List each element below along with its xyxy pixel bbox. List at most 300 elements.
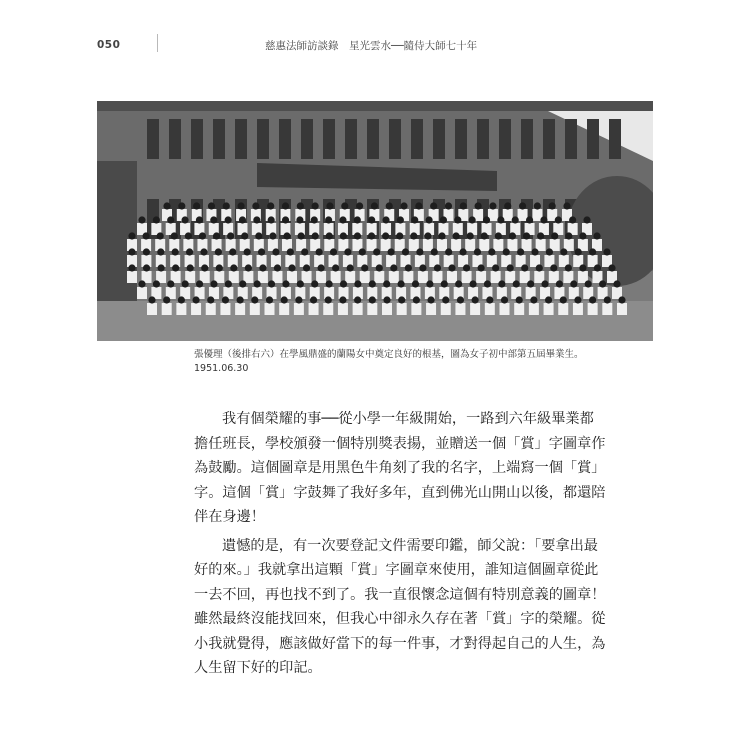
student-head [445,202,452,209]
student-head [382,232,389,239]
student-head [585,280,592,287]
student-head [483,216,490,223]
student-head [467,232,474,239]
student-head [397,280,404,287]
student-shirt [382,303,392,315]
student-shirt [309,303,319,315]
window [279,119,291,159]
student-shirt [127,271,137,283]
student-head [288,264,295,271]
student-head [354,280,361,287]
student-head [416,248,423,255]
book-title: 慈惠法師訪談錄 星光雲水──隨侍大師七十年 [265,39,478,52]
student-head [281,296,288,303]
student-head [523,232,530,239]
student-head [475,202,482,209]
student-head [208,202,215,209]
student-shirt [451,239,461,251]
student-head [354,296,361,303]
student-head [565,264,572,271]
student-head [200,248,207,255]
student-head [454,216,461,223]
student-head [295,296,302,303]
student-shirt [476,271,486,283]
student-head [579,232,586,239]
student-head [583,216,590,223]
text-line: 雖然最終沒能找回來，但我心中卻永久存在著「賞」字的榮耀。從 [194,611,606,627]
student-shirt [491,271,501,283]
student-head [339,216,346,223]
student-shirt [353,303,363,315]
group-photo-image [97,101,653,341]
student-head [537,232,544,239]
student-head [311,216,318,223]
student-shirt [426,303,436,315]
caption-line-1: 張優理（後排右六）在學風鼎盛的蘭陽女中奠定良好的根基，圖為女子初中部第五屆畢業生。 [194,349,584,360]
student-head [469,216,476,223]
student-head [521,264,528,271]
student-head [589,248,596,255]
student-head [472,296,479,303]
student-head [128,232,135,239]
student-head [398,296,405,303]
student-head [501,296,508,303]
text-line: 字。這個「賞」字鼓舞了我好多年，直到佛光山開山以後，都還陪 [194,484,606,501]
student-head [317,264,324,271]
text-line: 我有個榮耀的事──從小學一年級開始，一路到六年級畢業都 [222,411,594,427]
caption-date: 1951.06.30 [194,363,249,374]
student-head [312,202,319,209]
student-shirt [323,303,333,315]
window [389,119,401,159]
student-shirt [409,239,419,251]
student-head [213,232,220,239]
student-head [287,248,294,255]
student-head [354,216,361,223]
student-head [192,296,199,303]
student-head [157,248,164,255]
student-head [517,248,524,255]
student-head [222,296,229,303]
student-head [225,216,232,223]
student-head [252,202,259,209]
student-shirt [423,239,433,251]
student-shirt [505,271,515,283]
student-head [488,248,495,255]
student-head [255,232,262,239]
student-head [556,280,563,287]
student-head [459,248,466,255]
student-head [402,248,409,255]
student-head [239,280,246,287]
student-head [507,264,514,271]
student-head [530,296,537,303]
student-head [513,280,520,287]
window [301,119,313,159]
student-head [251,296,258,303]
student-head [210,216,217,223]
text-line: 人生留下好的印記。 [194,660,322,676]
student-shirt [479,239,489,251]
student-head [354,232,361,239]
student-head [244,248,251,255]
student-shirt [360,271,370,283]
student-head [230,264,237,271]
student-head [484,280,491,287]
student-head [519,202,526,209]
student-head [410,232,417,239]
student-shirt [617,303,627,315]
student-head [138,216,145,223]
student-shirt [518,209,528,221]
student-head [540,216,547,223]
student-head [282,216,289,223]
student-shirt [588,303,598,315]
student-head [618,296,625,303]
window [367,119,379,159]
student-head [486,296,493,303]
student-head [541,280,548,287]
student-shirt [437,239,447,251]
photo-caption [194,348,614,376]
student-head [341,202,348,209]
student-head [245,264,252,271]
text-line: 遺憾的是，有一次要登記文件需要印鑑，師父說：「要拿出最 [222,537,598,554]
student-shirt [374,271,384,283]
student-shirt [493,239,503,251]
window [543,119,555,159]
text-line: 擔任班長，學校頒發一個特別獎表揚，並贈送一個「賞」字圖章作 [194,435,606,452]
student-head [187,264,194,271]
student-shirt [602,303,612,315]
student-head [356,202,363,209]
student-head [574,296,581,303]
window [565,119,577,159]
student-head [172,264,179,271]
student-head [593,232,600,239]
student-head [460,202,467,209]
student-head [182,280,189,287]
student-head [438,232,445,239]
student-shirt [137,287,147,299]
student-head [497,216,504,223]
student-shirt [403,271,413,283]
window [411,119,423,159]
student-shirt [265,303,275,315]
student-head [594,264,601,271]
student-head [457,296,464,303]
student-head [237,296,244,303]
student-shirt [176,303,186,315]
student-head [272,248,279,255]
student-head [325,296,332,303]
student-head [545,296,552,303]
student-shirt [345,271,355,283]
student-head [509,232,516,239]
student-head [589,296,596,303]
window [191,119,203,159]
student-head [330,248,337,255]
page-number: 050 [97,39,121,51]
student-head [241,232,248,239]
student-head [297,202,304,209]
student-head [411,216,418,223]
student-head [569,216,576,223]
student-head [254,280,261,287]
student-head [143,248,150,255]
student-head [148,296,155,303]
student-head [603,248,610,255]
student-head [185,232,192,239]
student-shirt [558,303,568,315]
student-shirt [279,303,289,315]
student-head [425,216,432,223]
student-head [181,216,188,223]
student-head [157,264,164,271]
text-line: 好的來。」我就拿出這顆「賞」字圖章來使用，誰知這個圖章從此 [194,562,599,578]
student-head [201,264,208,271]
student-head [565,232,572,239]
student-head [229,248,236,255]
student-head [347,264,354,271]
student-shirt [220,303,230,315]
student-head [215,248,222,255]
student-head [424,232,431,239]
student-head [340,280,347,287]
student-head [531,248,538,255]
student-head [128,248,135,255]
student-head [303,264,310,271]
student-shirt [520,271,530,283]
student-head [383,280,390,287]
text-line: 一去不回，再也找不到了。我一直很懷念這個有特別意義的圖章！ [194,586,606,603]
student-head [555,216,562,223]
student-head [396,232,403,239]
student-head [431,248,438,255]
window [609,119,621,159]
student-head [361,264,368,271]
header-divider [157,34,158,52]
student-head [153,280,160,287]
student-head [427,296,434,303]
student-head [142,232,149,239]
student-head [526,216,533,223]
student-shirt [316,271,326,283]
student-head [128,264,135,271]
student-head [325,216,332,223]
student-shirt [544,303,554,315]
student-head [153,216,160,223]
student-head [469,280,476,287]
window [499,119,511,159]
student-head [227,232,234,239]
student-shirt [302,271,312,283]
student-head [163,202,170,209]
student-head [441,280,448,287]
student-head [419,264,426,271]
student-head [339,296,346,303]
student-shirt [470,303,480,315]
window [345,119,357,159]
student-shirt [418,271,428,283]
student-head [359,248,366,255]
student-head [369,296,376,303]
student-head [536,264,543,271]
student-head [445,248,452,255]
student-head [412,280,419,287]
student-head [258,248,265,255]
student-shirt [411,303,421,315]
student-head [516,296,523,303]
student-head [196,280,203,287]
student-head [455,280,462,287]
student-shirt [338,303,348,315]
student-shirt [485,303,495,315]
student-shirt [331,271,341,283]
student-head [549,202,556,209]
student-head [415,202,422,209]
student-head [296,216,303,223]
student-head [326,232,333,239]
student-head [266,296,273,303]
student-head [267,202,274,209]
student-head [504,202,511,209]
student-head [369,280,376,287]
student-shirt [367,303,377,315]
student-shirt [191,303,201,315]
student-head [551,232,558,239]
student-head [225,280,232,287]
student-head [442,296,449,303]
student-head [534,202,541,209]
student-head [560,296,567,303]
student-head [167,216,174,223]
student-head [282,202,289,209]
student-head [503,248,510,255]
student-head [368,216,375,223]
student-head [383,296,390,303]
student-head [326,280,333,287]
text-line: 伴在身邊！ [194,509,265,525]
student-shirt [162,303,172,315]
student-head [413,296,420,303]
student-head [269,232,276,239]
student-head [477,264,484,271]
roof-line [97,101,653,111]
text-line: 小我就覺得，應該做好當下的每一件事，才對得起自己的人生，為 [194,635,606,652]
student-shirt [465,239,475,251]
student-head [400,202,407,209]
window [147,119,159,159]
student-head [199,232,206,239]
window [235,119,247,159]
student-head [560,248,567,255]
student-head [405,264,412,271]
student-shirt [500,303,510,315]
student-head [340,232,347,239]
student-shirt [455,303,465,315]
student-head [207,296,214,303]
student-head [316,248,323,255]
window [257,119,269,159]
student-head [193,202,200,209]
student-head [178,202,185,209]
student-head [489,202,496,209]
paragraph-1 [194,407,606,530]
student-head [376,264,383,271]
window [455,119,467,159]
student-head [311,280,318,287]
student-head [382,216,389,223]
student-head [373,248,380,255]
student-shirt [206,303,216,315]
student-head [259,264,266,271]
student-head [474,248,481,255]
student-head [492,264,499,271]
student-shirt [529,303,539,315]
window [433,119,445,159]
student-head [223,202,230,209]
student-head [579,264,586,271]
student-head [253,216,260,223]
student-head [171,232,178,239]
student-head [570,280,577,287]
student-shirt [441,303,451,315]
student-shirt [250,303,260,315]
student-head [448,264,455,271]
student-head [426,280,433,287]
student-shirt [294,303,304,315]
student-head [297,232,304,239]
student-head [167,280,174,287]
window [587,119,599,159]
student-head [495,232,502,239]
student-head [178,296,185,303]
window [323,119,335,159]
student-shirt [522,239,532,251]
student-head [143,264,150,271]
student-head [301,248,308,255]
student-head [368,232,375,239]
student-head [608,264,615,271]
student-head [397,216,404,223]
student-head [282,280,289,287]
student-shirt [287,271,297,283]
student-head [575,248,582,255]
student-head [604,296,611,303]
student-head [452,232,459,239]
student-shirt [514,303,524,315]
student-shirt [462,271,472,283]
student-head [268,280,275,287]
running-header [97,36,478,54]
student-head [138,280,145,287]
window [169,119,181,159]
student-head [387,248,394,255]
student-head [344,248,351,255]
student-head [550,264,557,271]
student-shirt [389,271,399,283]
student-head [210,280,217,287]
student-head [326,202,333,209]
student-head [463,264,470,271]
student-head [297,280,304,287]
paragraph-2 [194,534,606,681]
student-head [599,280,606,287]
student-head [312,232,319,239]
student-head [563,202,570,209]
text-line: 為鼓勵。這個圖章是用黑色牛角刻了我的名字，上端寫一個「賞」 [194,460,606,476]
